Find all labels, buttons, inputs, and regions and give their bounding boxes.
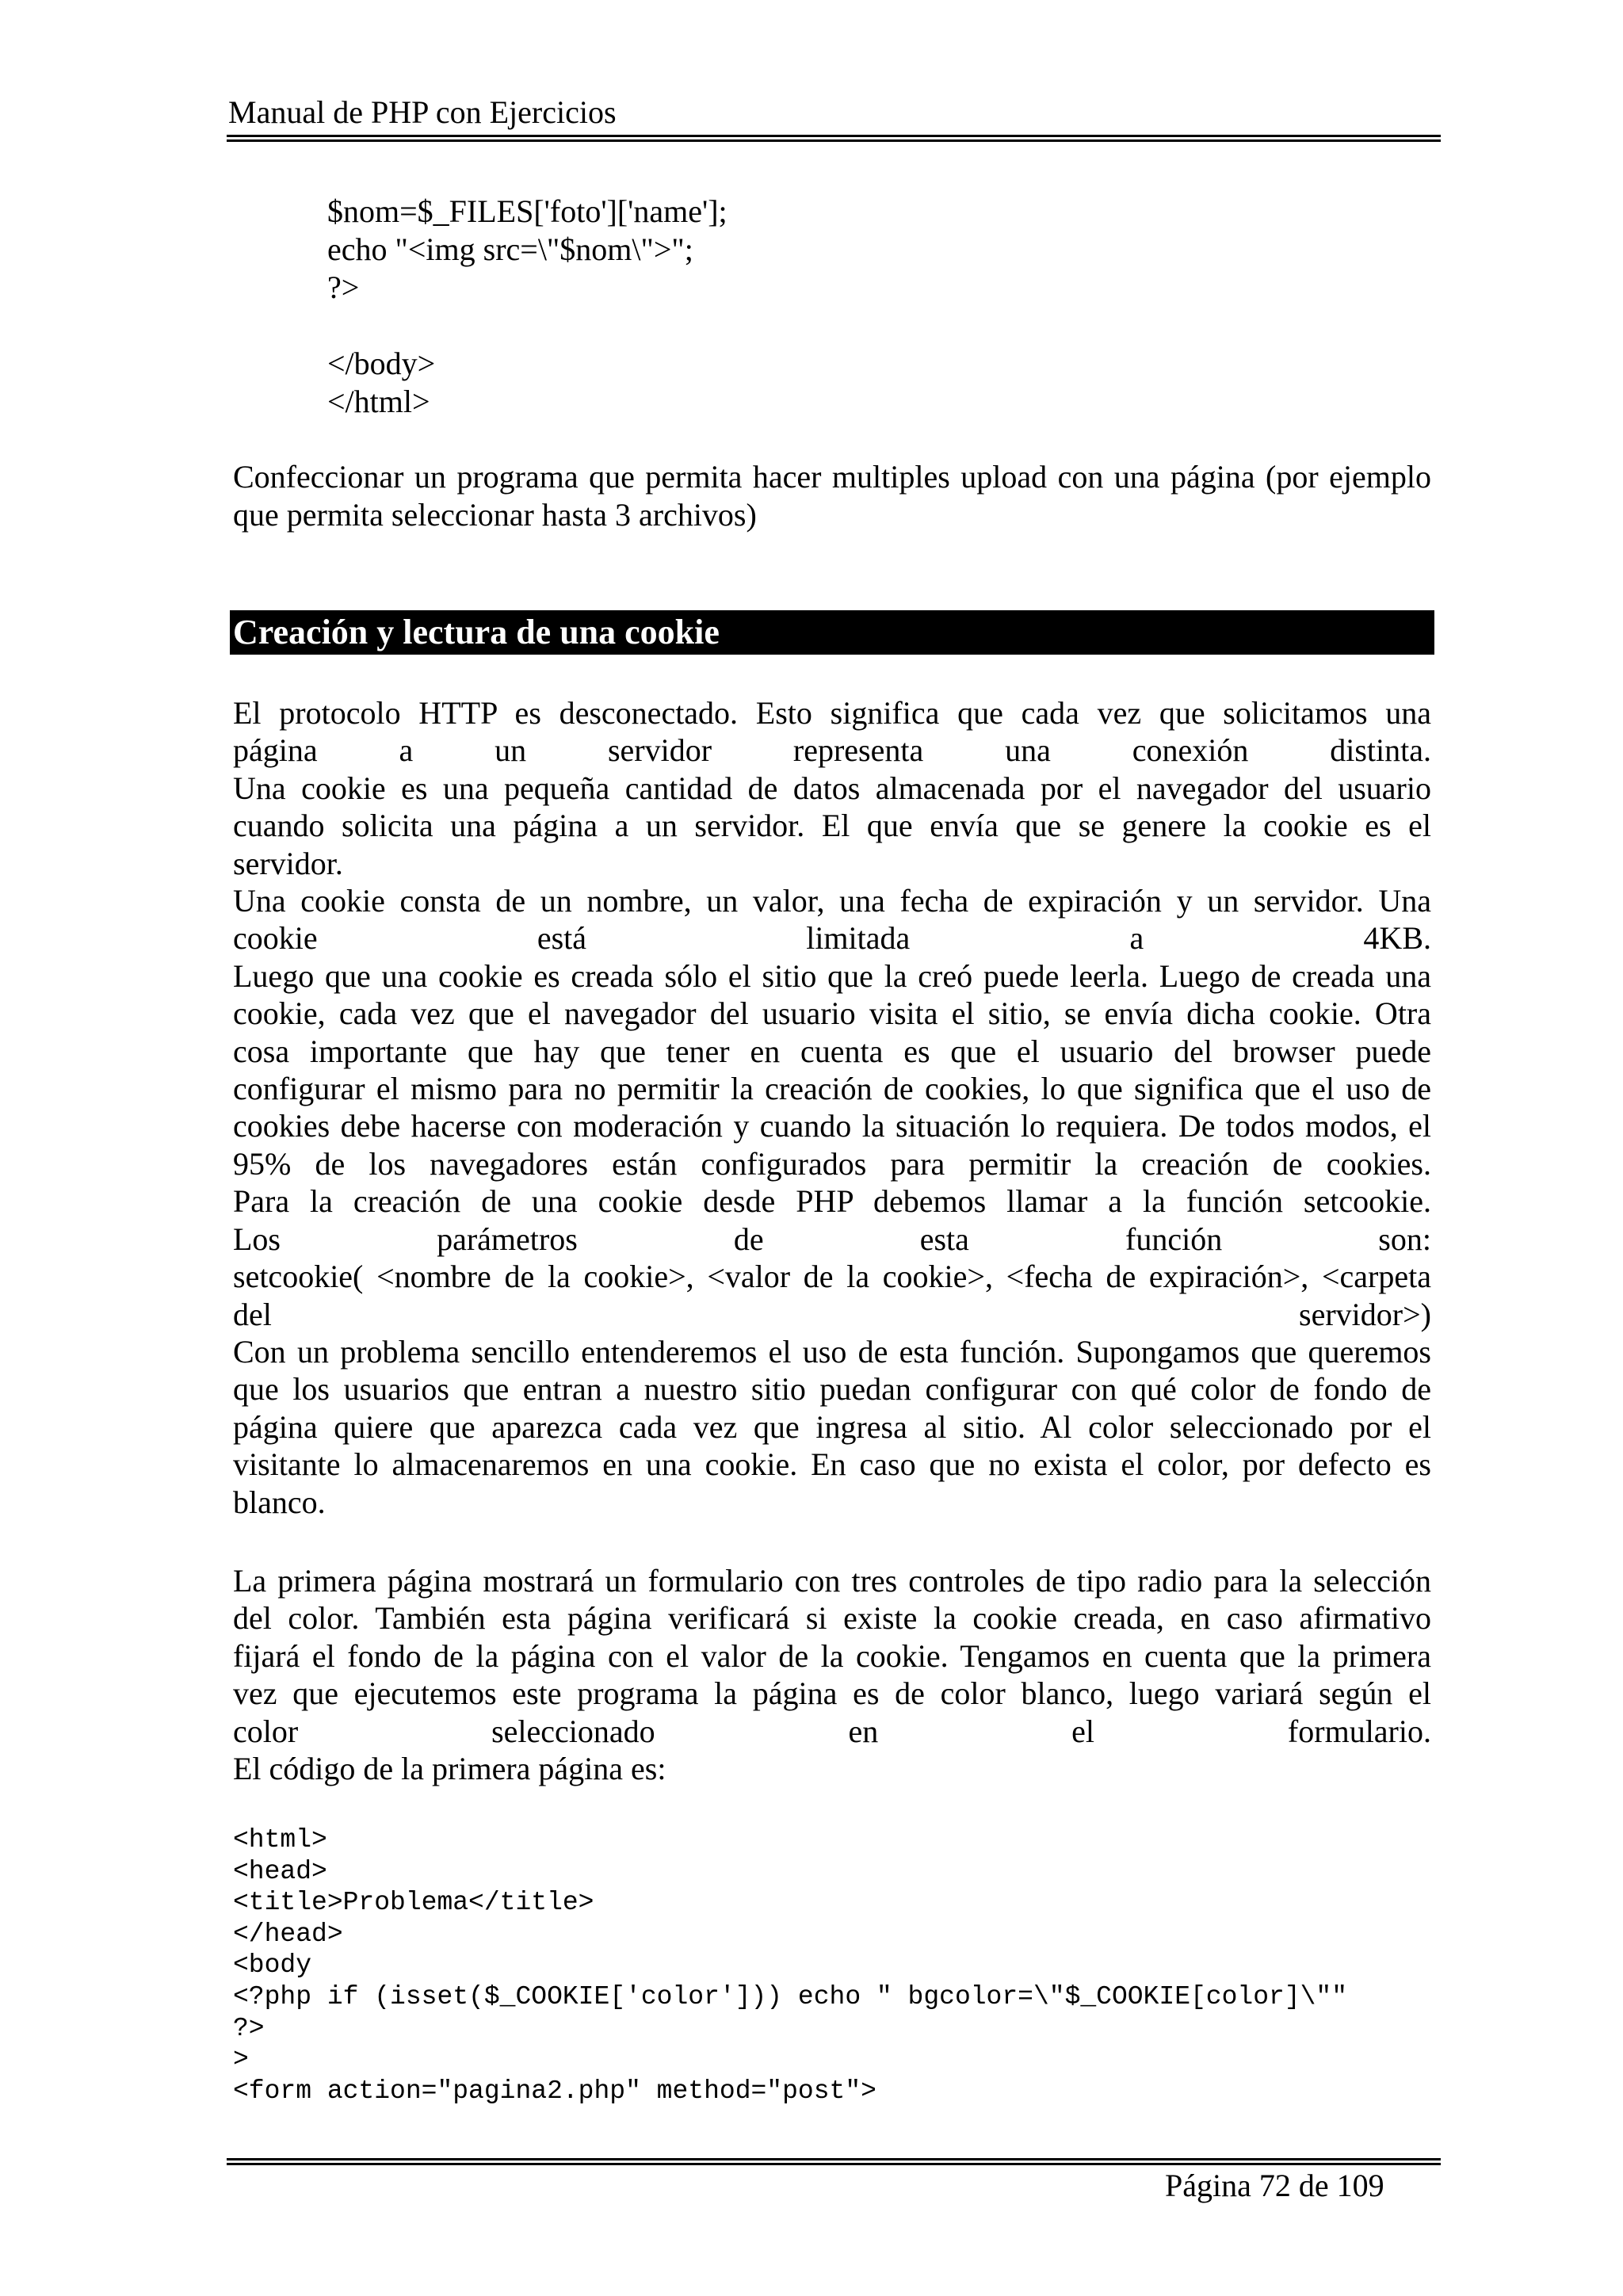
text-line: cosa importante que hay que tener en cuenta es que el usuario del browser puede (233, 1033, 1431, 1069)
text-line: página a un servidor representa una conexión distinta. (233, 732, 1431, 769)
text-line: Los parámetros de esta función son: (233, 1221, 1431, 1257)
text-line: blanco. (233, 1484, 326, 1520)
text-line: Una cookie es una pequeña cantidad de datos almacenada por el navegador del usuario (233, 770, 1431, 806)
text-line: El protocolo HTTP es desconectado. Esto significa que cada vez que solicitamos una (233, 695, 1431, 731)
code-line: > (233, 2045, 249, 2075)
code-line: <body (233, 1950, 312, 1981)
footer-divider (227, 2158, 1441, 2165)
text-line: 95% de los navegadores están configurados para permitir la creación de cookies. (233, 1145, 1431, 1182)
text-line: servidor. (233, 845, 343, 881)
text-line: color seleccionado en el formulario. (233, 1713, 1431, 1749)
page-number: Página 72 de 109 (1165, 2168, 1384, 2203)
page-header-title: Manual de PHP con Ejercicios (228, 94, 617, 130)
text-line: setcookie( <nombre de la cookie>, <valor de la cookie>, <fecha de expiración>, <carpeta (233, 1259, 1431, 1295)
code-line: echo "<img src=\"$nom\">"; (327, 231, 693, 267)
text-line: del color. También esta página verificará si existe la cookie creada, en caso afirmativo (233, 1600, 1431, 1637)
code-line: <html> (233, 1825, 327, 1855)
text-line: Con un problema sencillo entenderemos el uso de esta función. Supongamos que queremos (233, 1333, 1431, 1370)
code-line: </html> (327, 384, 430, 419)
section-heading: Creación y lectura de una cookie (230, 610, 1434, 655)
code-line: </head> (233, 1919, 343, 1949)
code-line: $nom=$_FILES['foto']['name']; (327, 193, 727, 229)
code-line: <form action="pagina2.php" method="post"> (233, 2076, 876, 2106)
header-divider (227, 135, 1441, 142)
text-line: configurar el mismo para no permitir la creación de cookies, lo que significa que el uso de (233, 1071, 1431, 1107)
text-line: que los usuarios que entran a nuestro sitio puedan configurar con qué color de fondo de (233, 1371, 1431, 1408)
code-line: ?> (327, 269, 360, 305)
code-line: <?php if (isset($_COOKIE['color'])) echo " bgcolor=\"$_COOKIE[color]\"" (233, 1981, 1348, 2011)
cookie-explanation-text (233, 694, 1431, 1521)
text-line: La primera página mostrará un formulario con tres controles de tipo radio para la selección (233, 1563, 1431, 1599)
text-line: vez que ejecutemos este programa la página es de color blanco, luego variará según el (233, 1675, 1431, 1712)
exercise-paragraph: Confeccionar un programa que permita hacer multiples upload con una página (por ejemplo que permita seleccionar hasta 3 archivos) (233, 459, 1431, 533)
code-snippet-cookie-form (233, 1824, 1347, 2107)
code-snippet-upload (327, 193, 727, 421)
code-line: ?> (233, 2013, 265, 2043)
code-line: </body> (327, 346, 436, 381)
text-line: cookie está limitada a 4KB. (233, 920, 1431, 957)
text-line: cookie, cada vez que el navegador del usuario visita el sitio, se envía dicha cookie. Otra (233, 995, 1431, 1032)
text-line: cookies debe hacerse con moderación y cuando la situación lo requiera. De todos modos, el (233, 1108, 1431, 1144)
text-line: cuando solicita una página a un servidor. El que envía que se genere la cookie es el (233, 808, 1431, 844)
text-line: página quiere que aparezca cada vez que ingresa al sitio. Al color seleccionado por el (233, 1408, 1431, 1445)
first-page-explanation-text (233, 1562, 1431, 1787)
text-line: Para la creación de una cookie desde PHP debemos llamar a la función setcookie. (233, 1183, 1431, 1220)
code-line: <head> (233, 1856, 327, 1886)
text-line: visitante lo almacenaremos en una cookie. En caso que no exista el color, por defecto es (233, 1446, 1431, 1483)
text-line: fijará el fondo de la página con el valor de la cookie. Tengamos en cuenta que la primera (233, 1637, 1431, 1674)
code-line: <title>Problema</title> (233, 1888, 594, 1918)
text-line: El código de la primera página es: (233, 1751, 666, 1787)
text-line: Luego que una cookie es creada sólo el sitio que la creó puede leerla. Luego de creada una (233, 957, 1431, 994)
text-line: del servidor>) (233, 1296, 1431, 1332)
text-line: Una cookie consta de un nombre, un valor, una fecha de expiración y un servidor. Una (233, 883, 1431, 919)
